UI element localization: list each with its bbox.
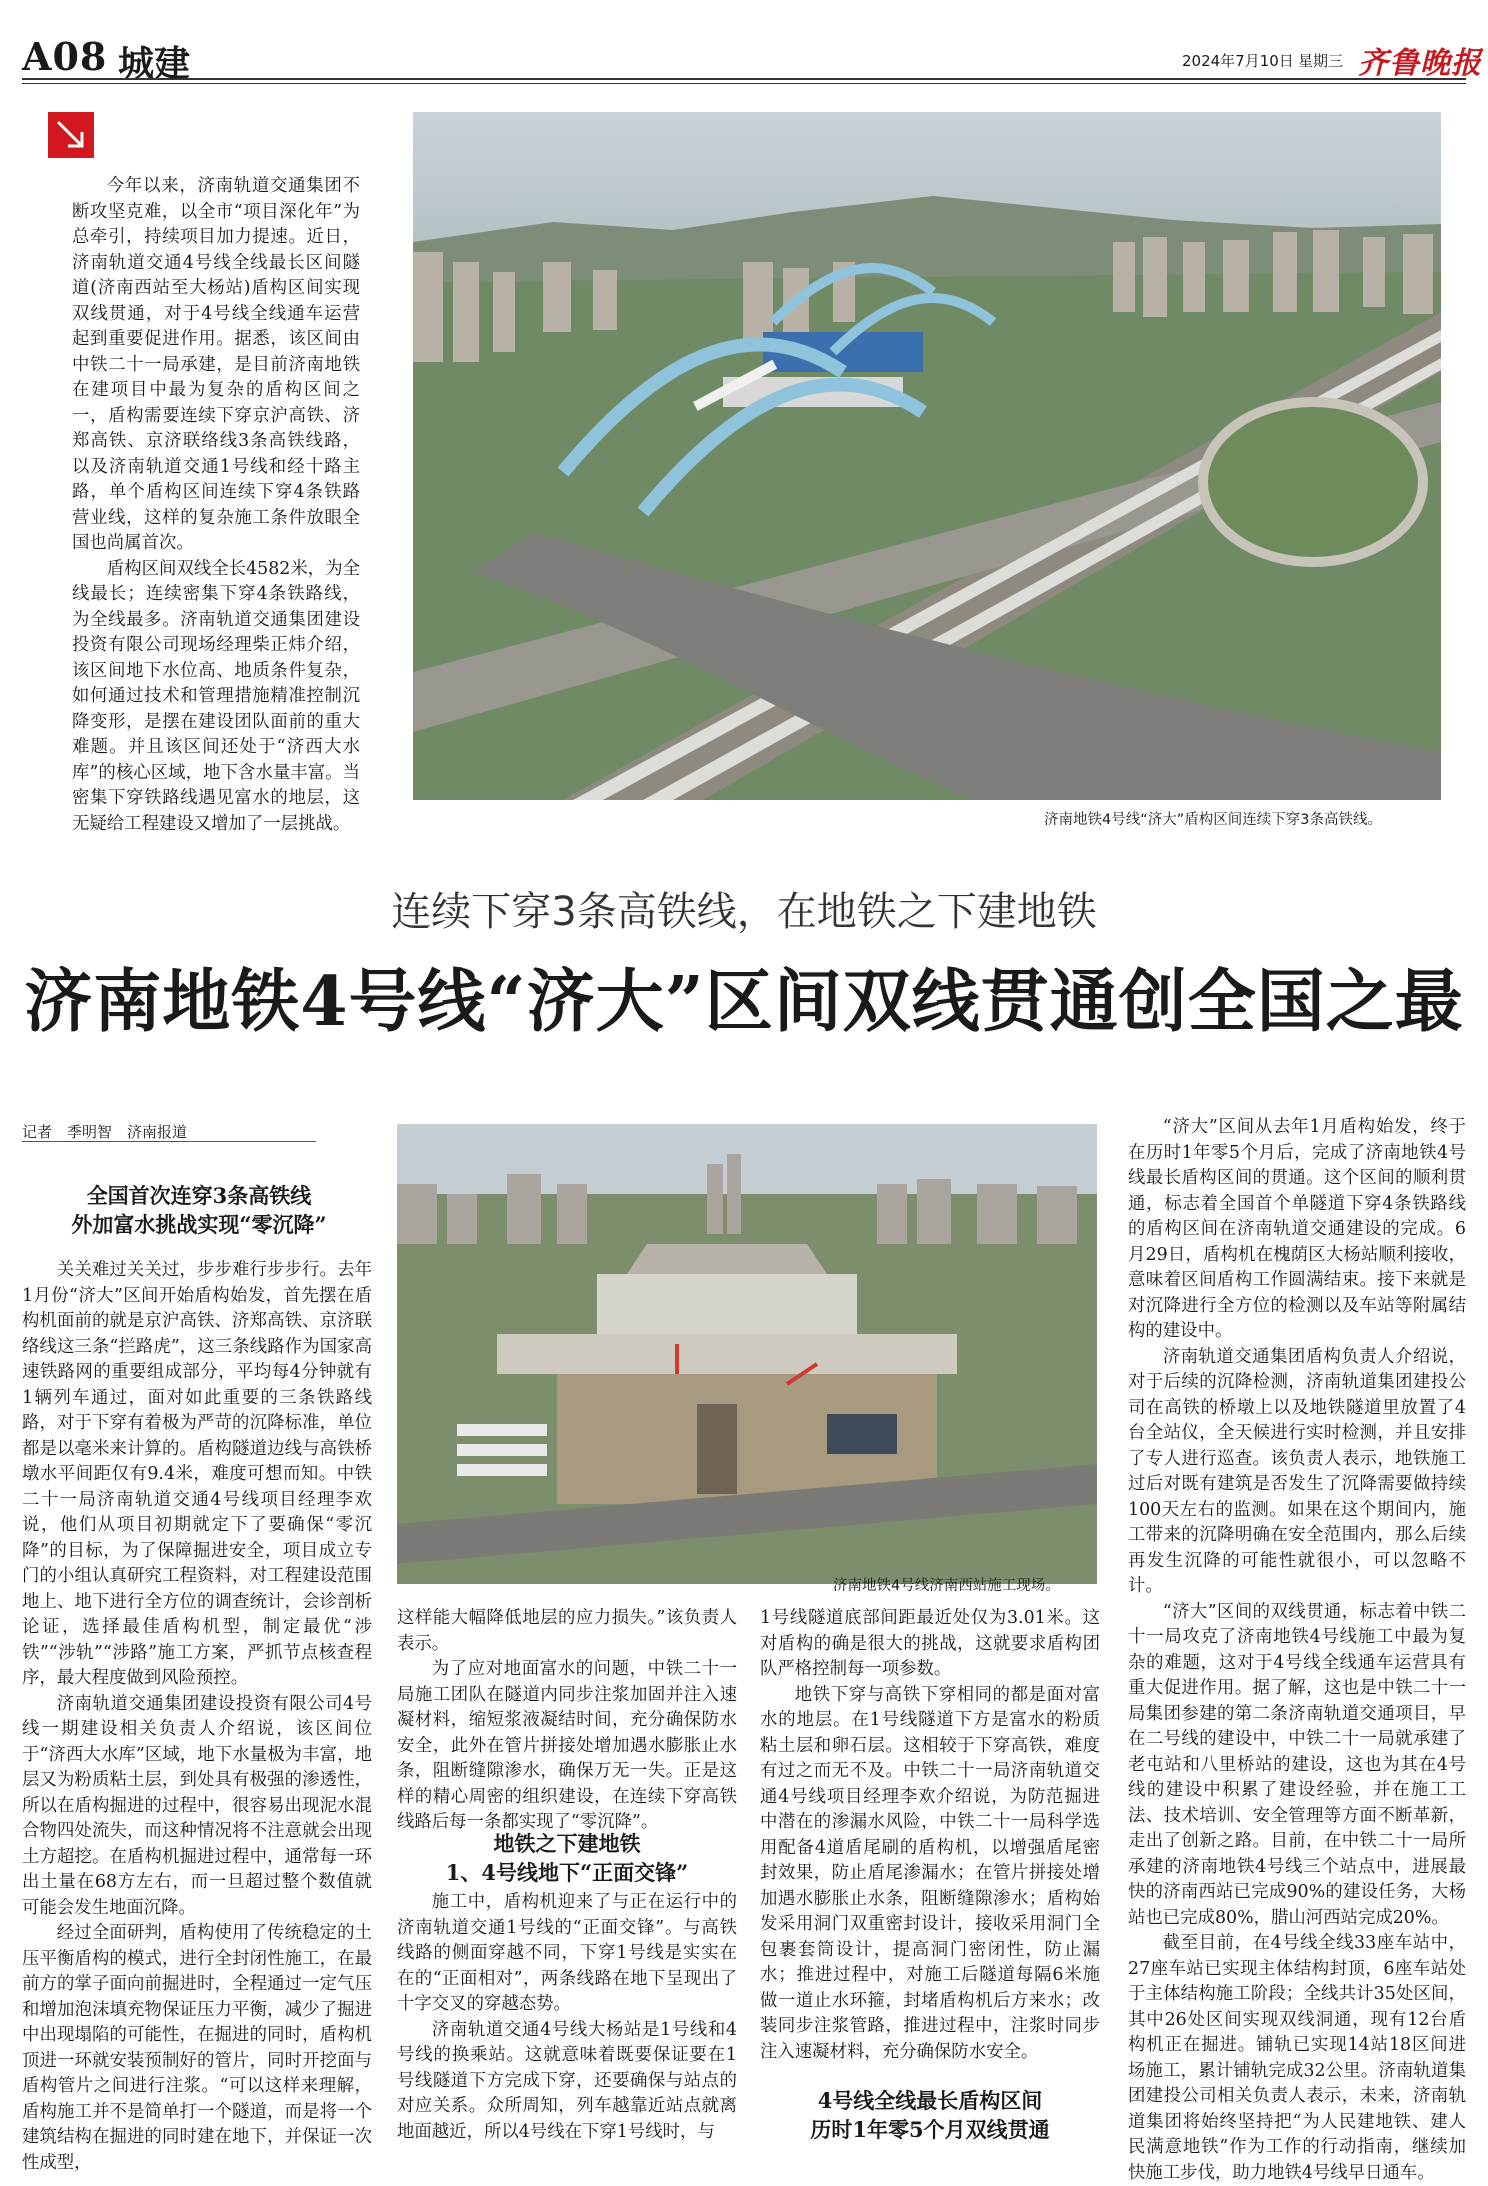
issue-date: 2024年7月10日 bbox=[1182, 52, 1294, 70]
section-heading-line: 地铁之下建地铁 bbox=[493, 1831, 641, 1856]
column-2-text-bottom bbox=[397, 1890, 737, 2145]
body-paragraph: 1号线隧道底部间距最近处仅为3.01米。这对盾构的确是很大的挑战，这就要求盾构团队严格控制每一项参数。 bbox=[760, 1608, 1100, 1679]
column-1-text bbox=[22, 1258, 372, 2176]
section-heading-line: 外加富水挑战实现“零沉降” bbox=[71, 1212, 327, 1237]
byline: 记者 季明智 济南报道 bbox=[22, 1123, 188, 1141]
intro-paragraph: 盾构区间双线全长4582米，为全线最长；连续密集下穿4条铁路线，为全线最多。济南轨道交通集团建设投资有限公司现场经理柴正炜介绍，该区间地下水位高、地质条件复杂，如何通过技术和管理措施精准控制沉降变形，是摆在建设团队面前的重大难题。并且该区间还处于“济西大水库”的核心区域，地下含水量丰富。当密集下穿铁路线遇见富水的地层，这无疑给工程建设又增加了一层挑战。 bbox=[72, 558, 360, 834]
issue-weekday: 星期三 bbox=[1298, 52, 1344, 70]
body-paragraph: 经过全面研判，盾构使用了传统稳定的土压平衡盾构的模式，进行全封闭性施工，在最前方的掌子面向前掘进时，全程通过一定气压和增加泡沫填充物保证压力平衡，减少了掘进中出现塌陷的可能性，在掘进的同时，盾构机顶进一环就安装预制好的管片，同时开挖面与盾构管片之间进行注浆。“可以这样来理解，盾构施工并不是简单打一个隧道，而是将一个建筑结构在掘进的同时建在地下，并保证一次性成型， bbox=[22, 1923, 372, 2173]
section-heading-line: 全国首次连穿3条高铁线 bbox=[86, 1183, 312, 1208]
arrow-marker-icon bbox=[48, 112, 94, 158]
body-paragraph: 关关难过关关过，步步难行步步行。去年1月份“济大”区间开始盾构始发，首先摆在盾构机面前的就是京沪高铁、济郑高铁、京济联络线这三条“拦路虎”，这三条线路作为国家高速铁路网的重要组成部分，平均每4分钟就有1辆列车通过，面对如此重要的三条铁路线路，对于下穿有着极为严苛的沉降标准，单位都是以毫米来计算的。盾构隧道边线与高铁桥墩水平间距仅有9.4米，难度可想而知。中铁二十一局济南轨道交通4号线项目经理李欢说，他们从项目初期就定下了要确保“零沉降”的目标，为了保障掘进安全，项目成立专门的小组认真研究工程资料，对工程建设范围地上、地下进行全方位的调查统计，会诊剖析论证，选择最佳盾构机型，制定最优“涉铁”“涉轨”“涉路”施工方案，严抓节点核查程序，最大程度做到风险预控。 bbox=[22, 1260, 372, 1688]
section-heading-3 bbox=[760, 2086, 1100, 2144]
newspaper-logo: 齐鲁晚报 bbox=[1358, 46, 1482, 81]
header-rule bbox=[22, 78, 1466, 80]
section-heading-line: 1、4号线地下“正面交锋” bbox=[445, 1860, 689, 1885]
body-paragraph: 济南轨道交通4号线大杨站是1号线和4号线的换乘站。这就意味着既要保证要在1号线隧道下方完成下穿，还要确保与站点的对应关系。众所周知，列车越靠近站点就离地面越近，所以4号线在下穿1号线时，与 bbox=[397, 2019, 737, 2142]
article-headline: 济南地铁4号线“济大”区间双线贯通创全国之最 bbox=[24, 962, 1464, 1042]
header-rule-thin bbox=[22, 83, 1466, 84]
body-paragraph: 截至目前，在4号线全线33座车站中，27座车站已实现主体结构封顶，6座车站处于主体结构施工阶段；全线共计35处区间，其中26处区间实现双线洞通，现有12台盾构机正在掘进。铺轨已实现14站18区间进场施工，累计铺轨完成32公里。济南轨道集团建投公司相关负责人表示，未来，济南轨道集团将始终坚持把“为人民建地铁、建人民满意地铁”作为工作的行动指南，继续加快施工步伐，助力地铁4号线早日通车。 bbox=[1128, 1933, 1466, 2183]
mid-photo-caption: 济南地铁4号线济南西站施工现场。 bbox=[833, 1578, 1060, 1594]
body-paragraph: 为了应对地面富水的问题，中铁二十一局施工团队在隧道内同步注浆加固并注入速凝材料，缩短浆液凝结时间，充分确保防水安全，此外在管片拼接处增加遇水膨胀止水条，阻断缝隙渗水，确保万无一失。正是这样的精心周密的组织建设，在连续下穿高铁线路后每一条都实现了“零沉降”。 bbox=[397, 1659, 737, 1832]
section-heading-line: 4号线全线最长盾构区间 bbox=[817, 2088, 1043, 2113]
top-photo-caption: 济南地铁4号线“济大”盾构区间连续下穿3条高铁线。 bbox=[1044, 812, 1382, 828]
section-heading-1 bbox=[24, 1181, 374, 1239]
article-subtitle: 连续下穿3条高铁线，在地铁之下建地铁 bbox=[391, 889, 1097, 935]
station-construction-photo bbox=[397, 1124, 1097, 1584]
body-paragraph: 这样能大幅降低地层的应力损失。”该负责人表示。 bbox=[397, 1608, 737, 1654]
intro-text bbox=[72, 174, 360, 837]
page-number: A08 bbox=[22, 34, 108, 79]
section-heading-line: 历时1年零5个月双线贯通 bbox=[810, 2117, 1050, 2142]
section-name: 城建 bbox=[118, 43, 191, 85]
body-paragraph: 施工中，盾构机迎来了与正在运行中的济南轨道交通1号线的“正面交锋”。与高铁线路的侧面穿越不同，下穿1号线是实实在在的“正面相对”，两条线路在地下呈现出了十字交叉的穿越态势。 bbox=[397, 1892, 737, 2014]
aerial-photo-high-speed-rail bbox=[413, 112, 1441, 800]
body-paragraph: 地铁下穿与高铁下穿相同的都是面对富水的地层。在1号线隧道下方是富水的粉质粘土层和卵石层。这相较于下穿高铁，难度有过之而无不及。中铁二十一局济南轨道交通4号线项目经理李欢介绍说，为防范掘进中潜在的渗漏水风险，中铁二十一局科学选用配备4道盾尾刷的盾构机，以增强盾尾密封效果，防止盾尾渗漏水；在管片拼接处增加遇水膨胀止水条，阻断缝隙渗水；盾构始发采用洞门双重密封设计，接收采用洞门全包裹套筒设计，提高洞门密闭性，防止漏水；推进过程中，对施工后隧道每隔6米施做一道止水环箍，封堵盾构机后方来水；改装同步注浆管路，推进过程中，注浆时同步注入速凝材料，充分确保防水安全。 bbox=[760, 1684, 1100, 2062]
body-paragraph: “济大”区间的双线贯通，标志着中铁二十一局攻克了济南地铁4号线施工中最为复杂的难题，这对于4号线全线通车运营具有重大促进作用。据了解，这也是中铁二十一局集团参建的第二条济南轨道交通项目，早在二号线的建设中，中铁二十一局就承建了老屯站和八里桥站的建设，这也为其在4号线的建设中积累了建设经验，并在施工工法、技术培训、安全管理等方面不断革新，走出了创新之路。目前，在中铁二十一局所承建的济南地铁4号线三个站点中，进展最快的济南西站已完成90%的建设任务，大杨站也已完成80%，腊山河西站完成20%。 bbox=[1128, 1601, 1466, 1928]
body-paragraph: “济大”区间从去年1月盾构始发，终于在历时1年零5个月后，完成了济南地铁4号线最长盾构区间的贯通。这个区间的顺利贯通，标志着全国首个单隧道下穿4条铁路线的盾构区间在济南轨道交通建设的完成。6月29日，盾构机在槐荫区大杨站顺利接收，意味着区间盾构工作圆满结束。接下来就是对沉降进行全方位的检测以及车站等附属结构的建设中。 bbox=[1128, 1117, 1466, 1341]
byline-rule bbox=[22, 1141, 316, 1142]
intro-paragraph: 今年以来，济南轨道交通集团不断攻坚克难，以全市“项目深化年”为总牵引，持续项目加力提速。近日，济南轨道交通4号线全线最长区间隧道(济南西站至大杨站)盾构区间实现双线贯通，对于4号线全线通车运营起到重要促进作用。据悉，该区间由中铁二十一局承建，是目前济南地铁在建项目中最为复杂的盾构区间之一，盾构需要连续下穿京沪高铁、济郑高铁、京济联络线3条高铁线路，以及济南轨道交通1号线和经十路主路，单个盾构区间连续下穿4条铁路营业线，这样的复杂施工条件放眼全国也尚属首次。 bbox=[72, 176, 360, 553]
body-paragraph: 济南轨道交通集团建设投资有限公司4号线一期建设相关负责人介绍说，该区间位于“济西大水库”区域，地下水量极为丰富，地层又为粉质粘土层，到处具有极强的渗透性，所以在盾构掘进的过程中，很容易出现泥水混合物四处流失，而这种情况将不注意就会出现土方超挖。在盾构机掘进过程中，通常每一环出土量在68方左右，而一旦超过整个数值就可能会发生地面沉降。 bbox=[22, 1693, 372, 1918]
column-3-text bbox=[760, 1606, 1100, 2065]
body-paragraph: 济南轨道交通集团盾构负责人介绍说，对于后续的沉降检测，济南轨道集团建投公司在高铁的桥墩上以及地铁隧道里放置了4台全站仪，全天候进行实时检测，并且安排了专人进行巡查。该负责人表示，地铁施工过后对既有建筑是否发生了沉降需要做持续100天左右的监测。如果在这个期间内，施工带来的沉降明确在安全范围内，那么后续再发生沉降的可能性就很小，可以忽略不计。 bbox=[1128, 1346, 1466, 1596]
column-2-text-top bbox=[397, 1606, 737, 1836]
section-heading-2 bbox=[397, 1829, 737, 1887]
column-4-text bbox=[1128, 1115, 1466, 2186]
